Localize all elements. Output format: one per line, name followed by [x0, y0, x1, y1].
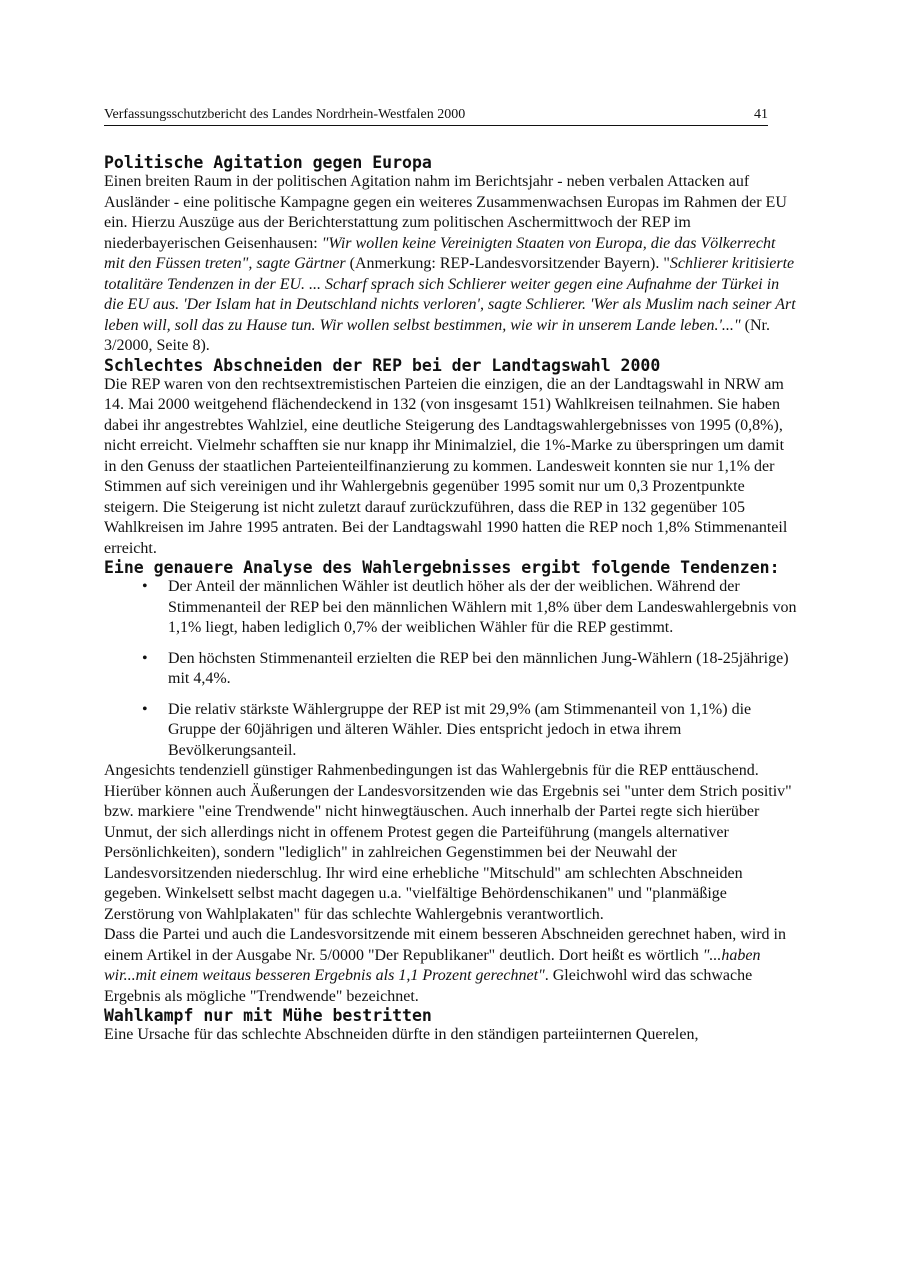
- quote-republikaner: "...haben wir...mit einem weitaus besseren Ergebnis als 1,1 Prozent gerechnet": [104, 946, 761, 984]
- document-body: [104, 154, 798, 1046]
- text-run: (Nr. 3/2000, Seite 8).: [104, 316, 770, 354]
- quote-schlierer: Schlierer kritisierte totalitäre Tendenzen in der EU. ... Scharf sprach sich Schlierer weiter gegen eine Aufnahme der Türkei in die EU aus. 'Der Islam hat in Deutschland nichts verloren', sagte Schlierer. 'Wer als Muslim nach seiner Art leben will, soll das zu Hause tun. Wir wollen selbst bestimmen, wie wir in unserem Lande leben.'...": [104, 255, 796, 334]
- text-run: Einen breiten Raum in der politischen Agitation nahm im Berichtsjahr - neben verbalen Attacken auf Ausländer - eine politische Kampagne gegen ein weiteres Zusammenwachsen Europas im Rahmen der EU ein. Hierzu Auszüge aus der Berichterstattung zum politischen Aschermittwoch der REP im niederbayerischen Geisenhausen:: [104, 173, 787, 252]
- list-item-text: Die relativ stärkste Wählergruppe der REP ist mit 29,9% (am Stimmenanteil von 1,1%) die Gruppe der 60jährigen und älteren Wähler. Dies entspricht jedoch in etwa ihrem Bevölkerungsanteil.: [168, 700, 752, 759]
- list-item: [104, 649, 798, 690]
- analysis-bullet-list: [104, 577, 798, 761]
- heading-wahlkampf: Wahlkampf nur mit Mühe bestritten: [104, 1006, 432, 1025]
- bullet-icon: •: [142, 700, 148, 718]
- page-header: [104, 107, 768, 126]
- heading-politische-agitation: Politische Agitation gegen Europa: [104, 153, 432, 172]
- paragraph-landtagswahl: Die REP waren von den rechtsextremistischen Parteien die einzigen, die an der Landtagswahl in NRW am 14. Mai 2000 weitgehend flächendeckend in 132 (von insgesamt 151) Wahlkreisen teilnahmen. Sie haben dabei ihr angestrebtes Wahlziel, eine deutliche Steigerung des Landtagswahlergebnisses von 1995 (0,8%), nicht erreicht. Vielmehr schafften sie nur knapp ihr Minimalziel, die 1%-Marke zu überspringen um damit in den Genuss der staatlichen Parteienteilfinanzierung zu kommen. Landesweit konnten sie nur 1,1% der Stimmen auf sich vereinigen und ihr Wahlergebnis gegenüber 1995 somit nur um 0,3 Prozentpunkte steigern. Die Steigerung ist nicht zuletzt darauf zurückzuführen, dass die REP in 132 gegenüber 105 Wahlkreisen im Jahre 1995 antraten. Bei der Landtagswahl 1990 hatten die REP noch 1,8% Stimmenanteil erreicht.: [104, 375, 788, 557]
- list-item-text: Den höchsten Stimmenanteil erzielten die REP bei den männlichen Jung-Wählern (18-25jährige) mit 4,4%.: [168, 649, 789, 687]
- paragraph-agitation: [104, 172, 798, 357]
- page-number: 41: [754, 107, 768, 122]
- bullet-icon: •: [142, 578, 148, 595]
- paragraph-republikaner-artikel: [104, 925, 798, 1007]
- quote-gaertner: "Wir wollen keine Vereinigten Staaten von Europa, die das Völkerrecht mit den Füssen treten", sagte Gärtner: [104, 234, 776, 272]
- paragraph-querelen: Eine Ursache für das schlechte Abschneiden dürfte in den ständigen parteiinternen Querelen,: [104, 1026, 699, 1043]
- paragraph-enttaeuschend: Angesichts tendenziell günstiger Rahmenbedingungen ist das Wahlergebnis für die REP enttäuschend. Hierüber können auch Äußerungen der Landesvorsitzenden wie das Ergebnis sei "unter dem Strich positiv" bzw. markiere "eine Trendwende" nicht hinwegtäuschen. Auch innerhalb der Partei regte sich hierüber Unmut, der sich allerdings nicht in offenem Protest gegen die Parteiführung (mangels alternativer Persönlichkeiten), sondern "lediglich" in zahlreichen Gegenstimmen bei der Neuwahl der Landesvorsitzenden niederschlug. Ihr wird eine erhebliche "Mitschuld" am schlechten Abschneiden gegeben. Winkelsett selbst macht dagegen u.a. "vielfältige Behördenschikanen" und "planmäßige Zerstörung von Wahlplakaten" für das schlechte Wahlergebnis verantwortlich.: [104, 762, 792, 923]
- list-item: [104, 577, 798, 639]
- text-run: . Gleichwohl wird das schwache Ergebnis als mögliche "Trendwende" bezeichnet.: [104, 967, 753, 1005]
- heading-schlechtes-abschneiden: Schlechtes Abschneiden der REP bei der Landtagswahl 2000: [104, 355, 661, 375]
- header-title: Verfassungsschutzbericht des Landes Nordrhein-Westfalen 2000: [104, 107, 466, 122]
- list-item-text: Der Anteil der männlichen Wähler ist deutlich höher als der der weiblichen. Während der Stimmenanteil der REP bei den männlichen Wählern mit 1,8% über dem Landeswahlergebnis von 1,1% liegt, haben lediglich 0,7% der weiblichen Wähler für die REP gestimmt.: [168, 578, 797, 636]
- heading-analyse: Eine genauere Analyse des Wahlergebnisses ergibt folgende Tendenzen:: [104, 558, 780, 577]
- bullet-icon: •: [142, 649, 148, 667]
- list-item: [104, 700, 798, 762]
- text-run: (Anmerkung: REP-Landesvorsitzender Bayern). ": [345, 255, 670, 272]
- text-run: Dass die Partei und auch die Landesvorsitzende mit einem besseren Abschneiden gerechnet haben, wird in einem Artikel in der Ausgabe Nr. 5/0000 "Der Republikaner" deutlich. Dort heißt es wörtlich: [104, 926, 786, 964]
